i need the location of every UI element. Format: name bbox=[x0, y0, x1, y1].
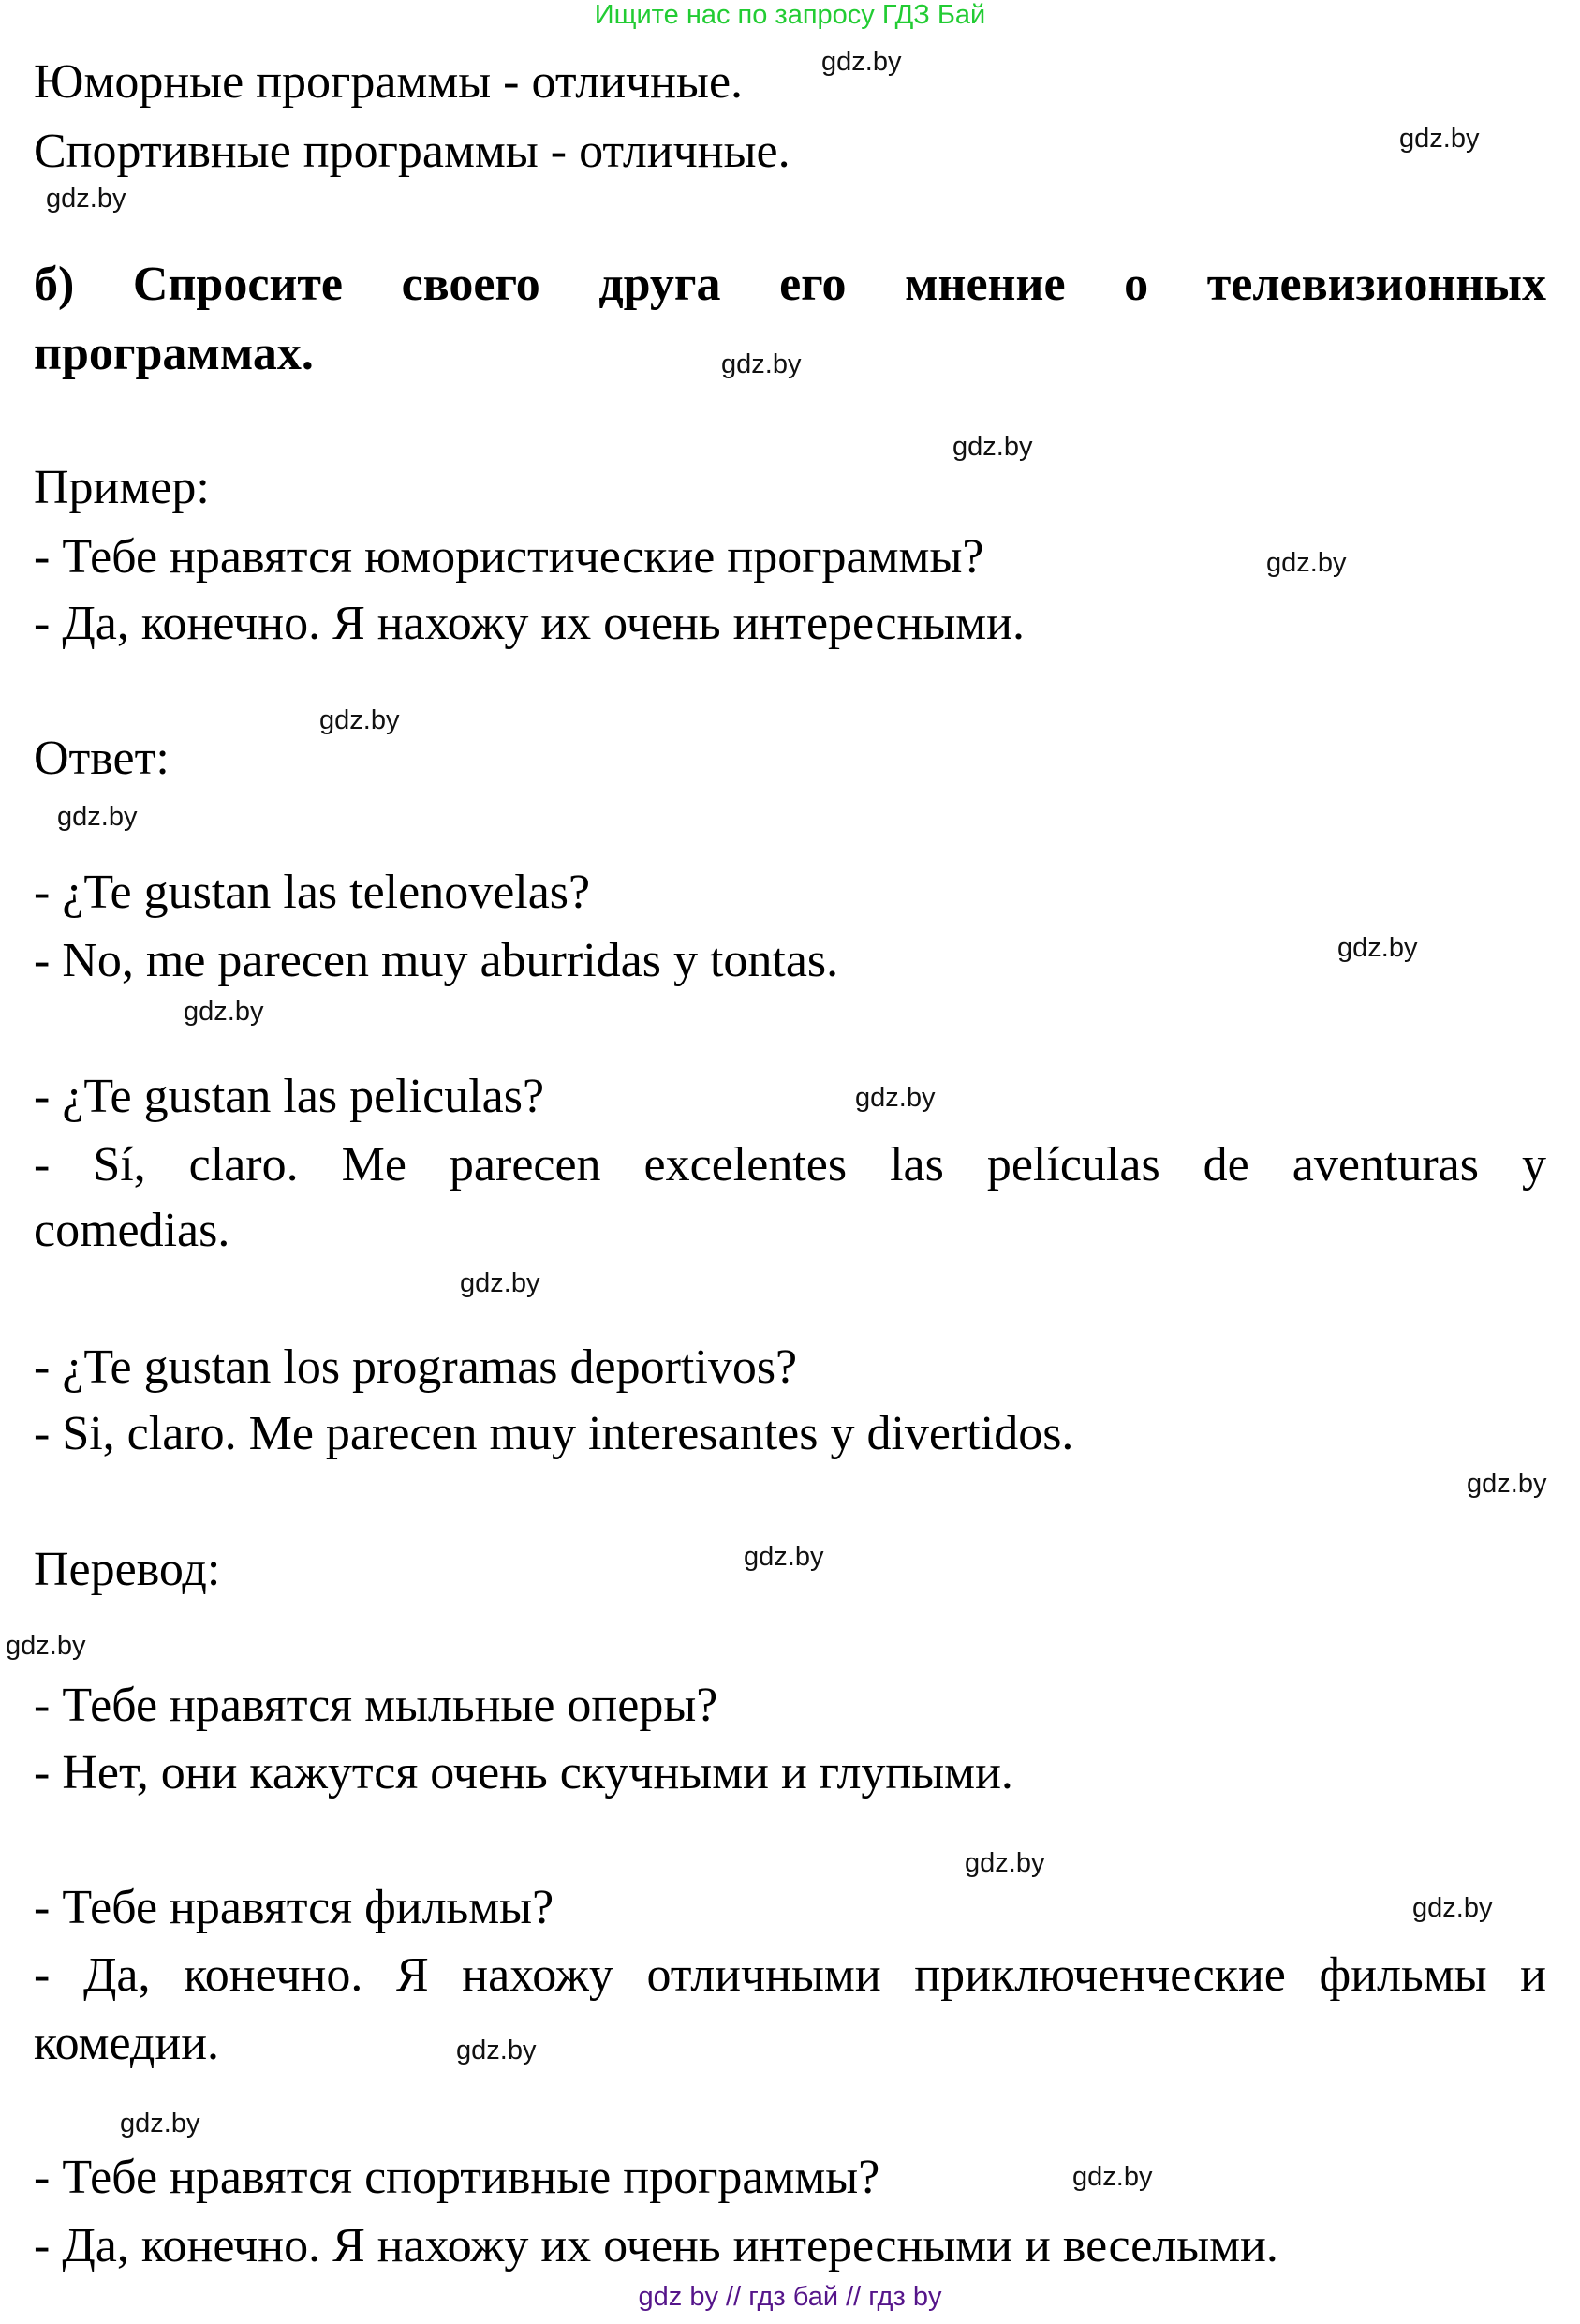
watermark: gdz.by bbox=[6, 1631, 86, 1661]
example-label: Пример: bbox=[34, 461, 210, 514]
watermark: gdz.by bbox=[1467, 1469, 1547, 1499]
example-answer: - Да, конечно. Я нахожу их очень интересными. bbox=[34, 597, 1026, 650]
watermark: gdz.by bbox=[952, 432, 1033, 462]
answer-a3: - Si, claro. Me parecen muy interesantes y divertidos. bbox=[34, 1407, 1074, 1460]
translation-a3: - Да, конечно. Я нахожу их очень интересными и веселыми. bbox=[34, 2219, 1278, 2272]
answer-a1: - No, me parecen muy aburridas y tontas. bbox=[34, 934, 839, 987]
watermark: gdz.by bbox=[965, 1848, 1045, 1878]
watermark: gdz.by bbox=[57, 802, 138, 832]
watermark: gdz.by bbox=[46, 184, 126, 214]
answer-q1: - ¿Te gustan las telenovelas? bbox=[34, 866, 591, 919]
watermark: gdz.by bbox=[744, 1542, 824, 1572]
answer-q2: - ¿Te gustan las peliculas? bbox=[34, 1070, 545, 1123]
watermark: gdz.by bbox=[456, 2035, 537, 2065]
watermark: gdz.by bbox=[1337, 933, 1418, 963]
translation-a2-line-1: - Да, конечно. Я нахожу отличными приключенческие фильмы и bbox=[34, 1948, 1546, 2002]
watermark: gdz.by bbox=[1266, 548, 1347, 578]
watermark: gdz.by bbox=[319, 705, 400, 735]
translation-label: Перевод: bbox=[34, 1543, 221, 1596]
intro-line-2: Спортивные программы - отличные. bbox=[34, 125, 790, 178]
watermark: gdz.by bbox=[821, 47, 902, 77]
watermark: gdz.by bbox=[184, 997, 264, 1027]
watermark: gdz.by bbox=[120, 2109, 200, 2139]
task-heading-line-2: программах. bbox=[34, 327, 314, 380]
translation-a1: - Нет, они кажутся очень скучными и глупыми. bbox=[34, 1746, 1013, 1799]
answer-a2-line-2: comedias. bbox=[34, 1204, 230, 1257]
intro-line-1: Юморные программы - отличные. bbox=[34, 55, 744, 109]
watermark: gdz.by bbox=[721, 349, 802, 379]
watermark: gdz.by bbox=[1399, 124, 1480, 154]
watermark: gdz.by bbox=[1412, 1893, 1493, 1923]
answer-q3: - ¿Te gustan los programas deportivos? bbox=[34, 1340, 798, 1394]
translation-q3: - Тебе нравятся спортивные программы? bbox=[34, 2151, 880, 2204]
answer-label: Ответ: bbox=[34, 732, 170, 785]
translation-q2: - Тебе нравятся фильмы? bbox=[34, 1881, 554, 1934]
translation-a2-line-2: комедии. bbox=[34, 2017, 220, 2070]
example-question: - Тебе нравятся юмористические программы? bbox=[34, 530, 984, 584]
translation-q1: - Тебе нравятся мыльные оперы? bbox=[34, 1679, 718, 1732]
answer-a2-line-1: - Sí, claro. Me parecen excelentes las películas de aventuras y bbox=[34, 1138, 1546, 1192]
watermark: gdz.by bbox=[1072, 2162, 1153, 2192]
watermark: gdz.by bbox=[460, 1268, 540, 1298]
search-banner: Ищите нас по запросу ГДЗ Бай bbox=[594, 0, 986, 30]
watermark: gdz.by bbox=[855, 1083, 936, 1113]
task-heading-line-1: б) Спросите своего друга его мнение о телевизионных bbox=[34, 258, 1546, 311]
footer-links: gdz by // гдз бай // гдз by bbox=[638, 2282, 942, 2312]
